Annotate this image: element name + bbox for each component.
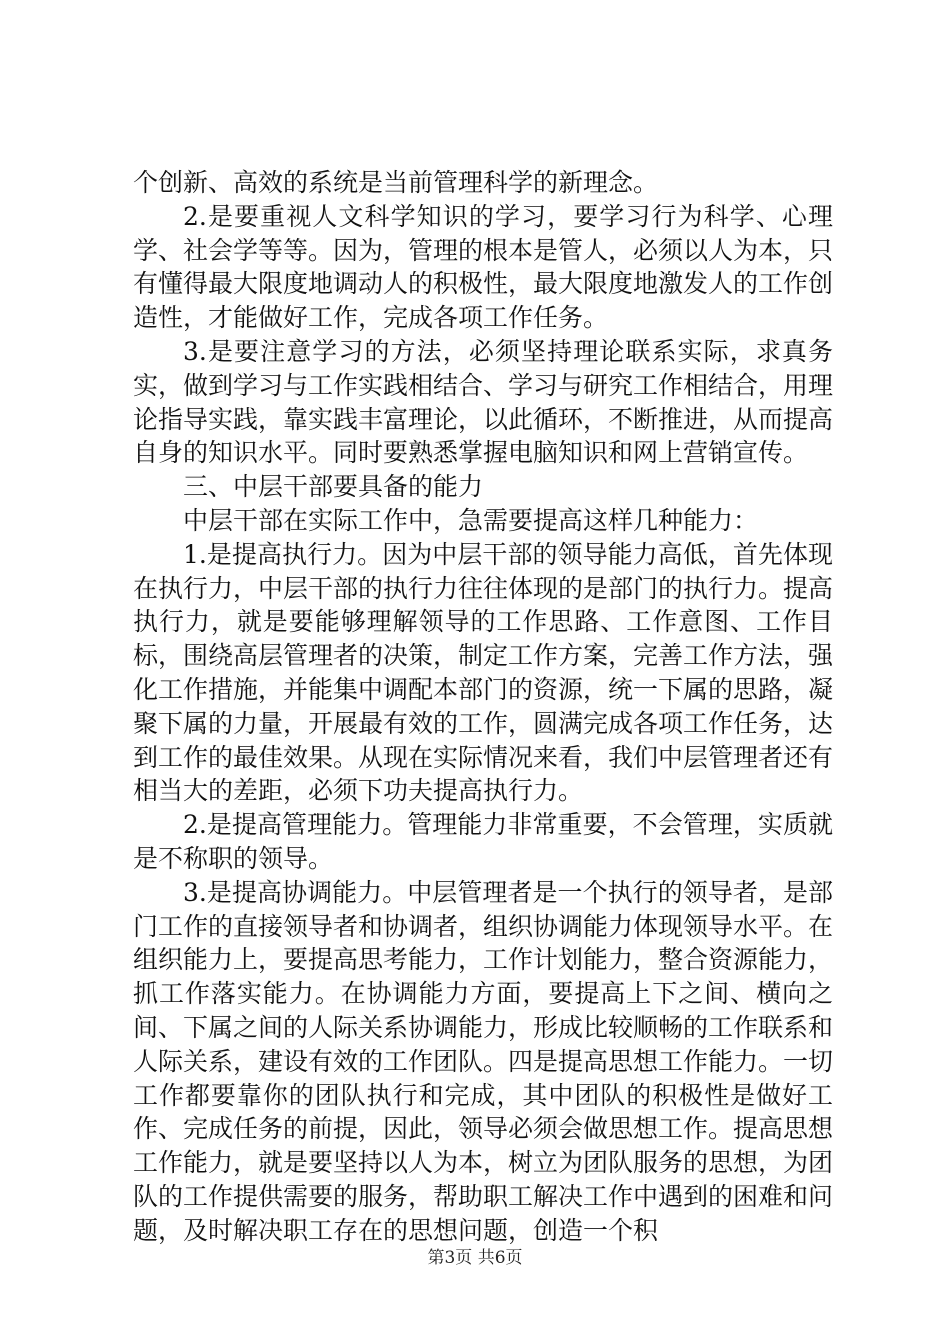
paragraph-humanities-study: 2.是要重视人文科学知识的学习，要学习行为科学、心理学、社会学等等。因为，管理的根本是管人，必须以人为本，只有懂得最大限度地调动人的积极性，最大限度地激发人的工作创造性，才能做好工作，完成各项工作任务。 xyxy=(133,201,834,333)
paragraph-continuation: 个创新、高效的系统是当前管理科学的新理念。 xyxy=(133,168,659,197)
paragraph-coordination-ability: 3.是提高协调能力。中层管理者是一个执行的领导者，是部门工作的直接领导者和协调者，组织协调能力体现领导水平。在组织能力上，要提高思考能力，工作计划能力，整合资源能力，抓工作落实能力。在协调能力方面，要提高上下之间、横向之间、下属之间的人际关系协调能力，形成比较顺畅的工作联系和人际关系，建设有效的工作团队。四是提高思想工作能力。一切工作都要靠你的团队执行和完成，其中团队的积极性是做好工作、完成任务的前提，因此，领导必须会做思想工作。提高思想工作能力，就是要坚持以人为本，树立为团队服务的思想，为团队的工作提供需要的服务，帮助职工解决工作中遇到的困难和问题，及时解决职工存在的思想问题，创造一个积 xyxy=(133,877,834,1245)
paragraph-execution-ability: 1.是提高执行力。因为中层干部的领导能力高低，首先体现在执行力，中层干部的执行力往往体现的是部门的执行力。提高执行力，就是要能够理解领导的工作思路、工作意图、工作目标，围绕高层管理者的决策，制定工作方案，完善工作方法，强化工作措施，并能集中调配本部门的资源，统一下属的思路，凝聚下属的力量，开展最有效的工作，圆满完成各项工作任务，达到工作的最佳效果。从现在实际情况来看，我们中层管理者还有相当大的差距，必须下功夫提高执行力。 xyxy=(133,539,834,806)
document-body xyxy=(133,166,833,1248)
section-heading-abilities: 三、中层干部要具备的能力 xyxy=(183,472,484,502)
page-number-footer: 第3页 共6页 xyxy=(427,1248,523,1268)
paragraph-abilities-intro: 中层干部在实际工作中，急需要提高这样几种能力： xyxy=(183,505,759,535)
paragraph-management-ability: 2.是提高管理能力。管理能力非常重要，不会管理，实质就是不称职的领导。 xyxy=(133,810,833,873)
paragraph-study-method: 3.是要注意学习的方法，必须坚持理论联系实际，求真务实，做到学习与工作实践相结合、学习与研究工作相结合，用理论指导实践，靠实践丰富理论，以此循环，不断推进，从而提高自身的知识水平。同时要熟悉掌握电脑知识和网上营销宣传。 xyxy=(133,336,834,468)
